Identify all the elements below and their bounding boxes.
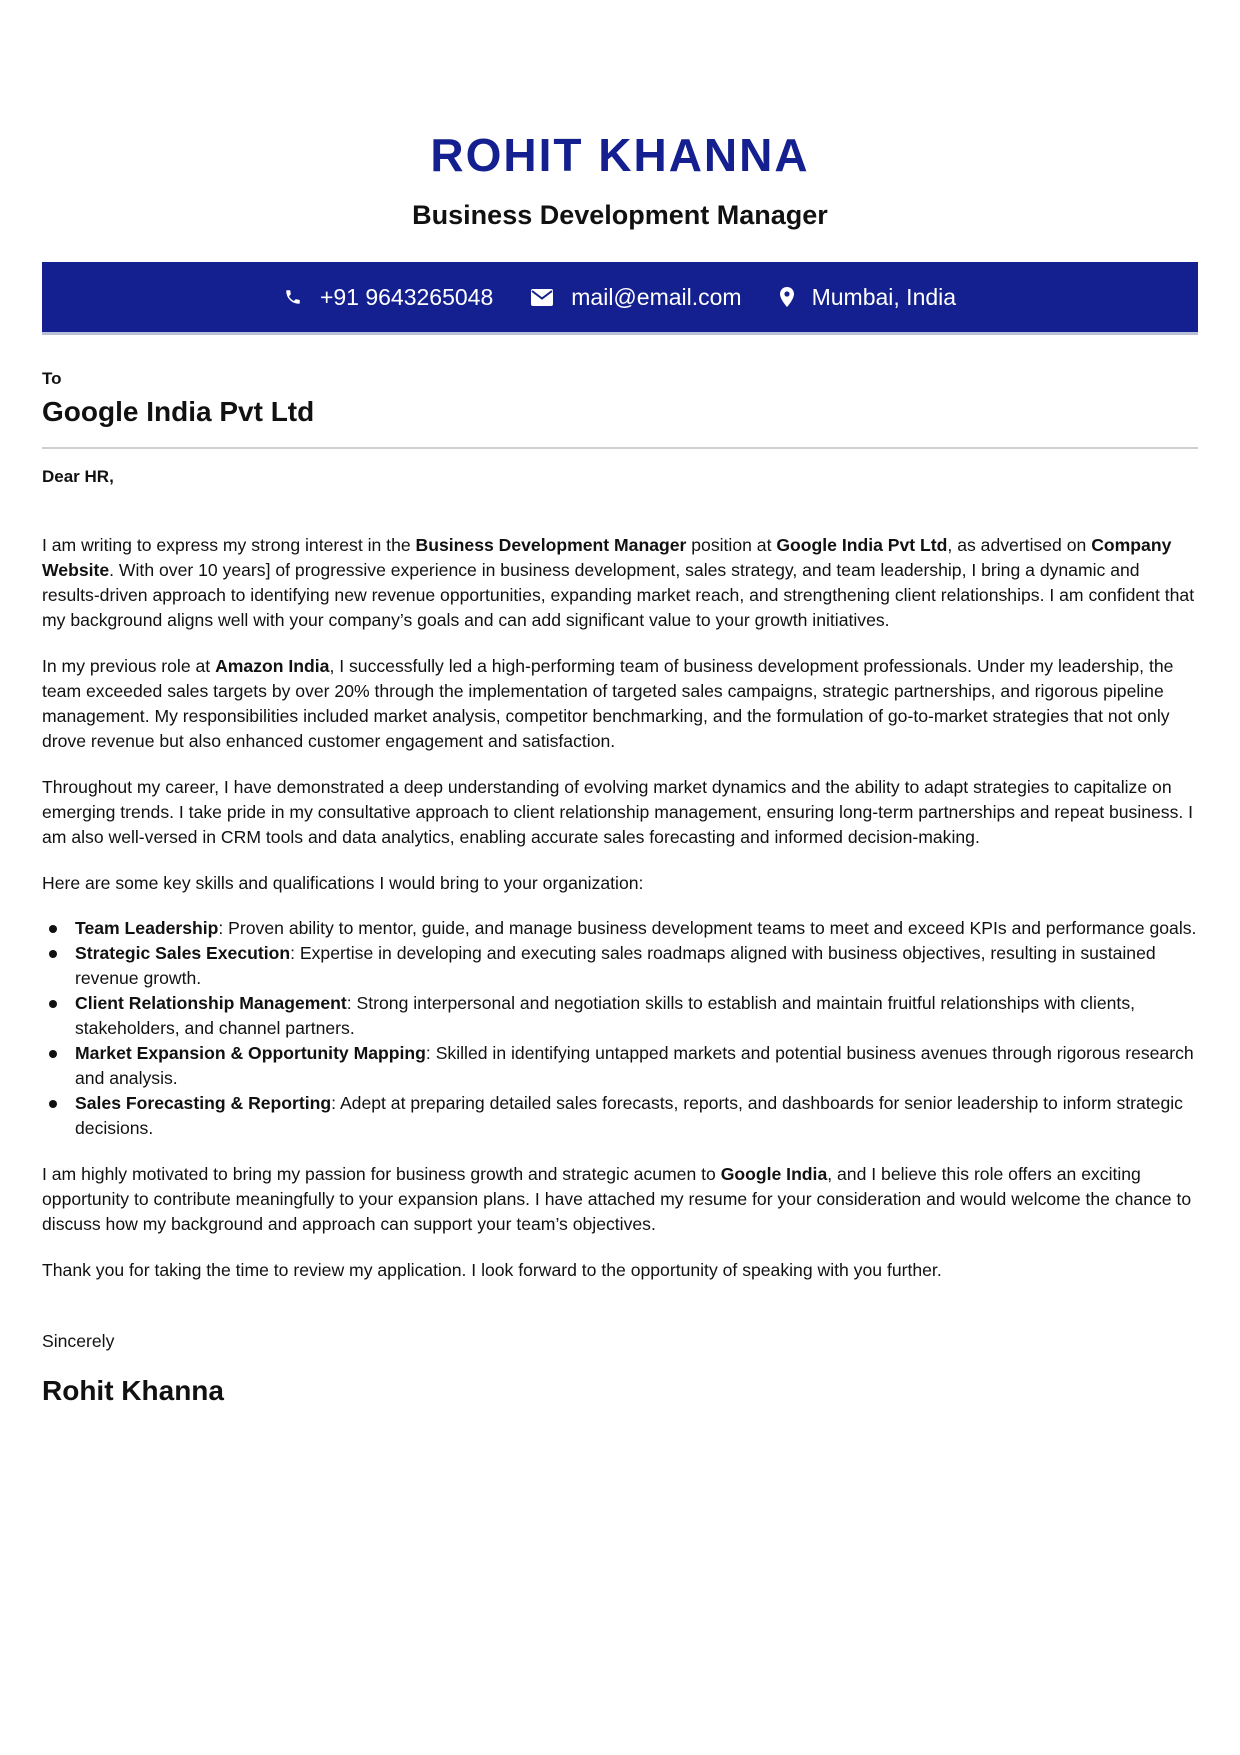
contact-bar xyxy=(42,262,1198,335)
phone-number: +91 9643265048 xyxy=(319,283,494,310)
location-text: Mumbai, India xyxy=(811,283,957,310)
skill-description: : Proven ability to mentor, guide, and manage business development teams to meet and exceed KPIs and performance goals. xyxy=(218,918,1197,938)
list-item xyxy=(75,1091,1198,1141)
envelope-icon xyxy=(531,289,553,306)
contact-phone xyxy=(284,284,493,311)
contact-email xyxy=(531,284,741,311)
skill-description: : Strong interpersonal and negotiation skills to establish and maintain fruitful relationships with clients, stakeholders, and channel partners. xyxy=(75,993,1136,1038)
paragraph-intro xyxy=(42,533,1198,633)
paragraph-career: Throughout my career, I have demonstrated a deep understanding of evolving market dynamics and the ability to adapt strategies to capitalize on emerging trends. I take pride in my consultative approach to client relationship management, ensuring long-term partnerships and repeat business. I am also well-versed in CRM tools and data analytics, enabling accurate sales forecasting and informed decision-making. xyxy=(42,777,1194,847)
list-item xyxy=(75,1041,1198,1091)
text-run: , I successfully led a high-performing team of business development professionals. Under my leadership, the team exceeded sales targets by over 20% through the implementation of targeted sales campaigns, strategic partnerships, and rigorous pipeline management. My responsibilities included market analysis, competitor benchmarking, and the formulation of go-to-market strategies that not only drove revenue but also enhanced customer engagement and satisfaction. xyxy=(42,656,1174,751)
paragraph-thanks: Thank you for taking the time to review my application. I look forward to the opportunity of speaking with you further. xyxy=(42,1260,942,1280)
list-item xyxy=(75,991,1198,1041)
emphasis-text: Company Website xyxy=(42,535,1172,580)
text-run: position at xyxy=(686,535,777,555)
recipient-company: Google India Pvt Ltd xyxy=(42,396,315,427)
list-item xyxy=(75,916,1198,941)
signature-name: Rohit Khanna xyxy=(42,1375,224,1406)
skill-title: Client Relationship Management xyxy=(75,993,347,1013)
skill-title: Sales Forecasting & Reporting xyxy=(75,1093,332,1113)
skill-title: Team Leadership xyxy=(75,918,219,938)
phone-icon xyxy=(284,288,302,306)
skills-list xyxy=(42,916,1198,1141)
paragraph-previous-role xyxy=(42,654,1198,754)
text-run: , and I believe this role offers an exciting opportunity to contribute meaningfully to your expansion plans. I have attached my resume for your consideration and would welcome the chance to discuss how my background and approach can support your team’s objectives. xyxy=(42,1164,1192,1234)
emphasis-text: Google India Pvt Ltd xyxy=(776,535,948,555)
recipient-label: To xyxy=(42,369,62,388)
applicant-name: ROHIT KHANNA xyxy=(430,129,810,181)
skill-description: : Adept at preparing detailed sales forecasts, reports, and dashboards for senior leadership to inform strategic decisions. xyxy=(75,1093,1183,1138)
map-marker-icon xyxy=(780,287,794,307)
emphasis-text: Google India xyxy=(720,1164,828,1184)
emphasis-text: Amazon India xyxy=(215,656,330,676)
skill-title: Strategic Sales Execution xyxy=(75,943,291,963)
skill-description: : Expertise in developing and executing sales roadmaps aligned with business objectives, resulting in sustained revenue growth. xyxy=(75,943,1156,988)
text-run: In my previous role at xyxy=(42,656,216,676)
email-address: mail@email.com xyxy=(571,283,742,310)
paragraph-skills-intro: Here are some key skills and qualifications I would bring to your organization: xyxy=(42,873,644,893)
text-run: , as advertised on xyxy=(947,535,1092,555)
skill-description: : Skilled in identifying untapped markets and potential business avenues through rigorous research and analysis. xyxy=(75,1043,1194,1088)
text-run: . With over 10 years] of progressive experience in business development, sales strategy, and team leadership, I bring a dynamic and results-driven approach to identifying new revenue opportunities, expanding market reach, and strengthening client relationships. I am confident that my background aligns well with your company’s goals and can add significant value to your growth initiatives. xyxy=(42,560,1195,630)
emphasis-text: Business Development Manager xyxy=(415,535,687,555)
list-item xyxy=(75,941,1198,991)
text-run: I am writing to express my strong interest in the xyxy=(42,535,416,555)
contact-location xyxy=(780,284,956,311)
text-run: I am highly motivated to bring my passion for business growth and strategic acumen to xyxy=(42,1164,721,1184)
salutation: Dear HR, xyxy=(42,467,114,486)
closing-phrase: Sincerely xyxy=(42,1331,115,1351)
job-title: Business Development Manager xyxy=(412,200,828,230)
section-divider xyxy=(42,447,1198,449)
skill-title: Market Expansion & Opportunity Mapping xyxy=(75,1043,426,1063)
paragraph-motivation xyxy=(42,1162,1198,1237)
